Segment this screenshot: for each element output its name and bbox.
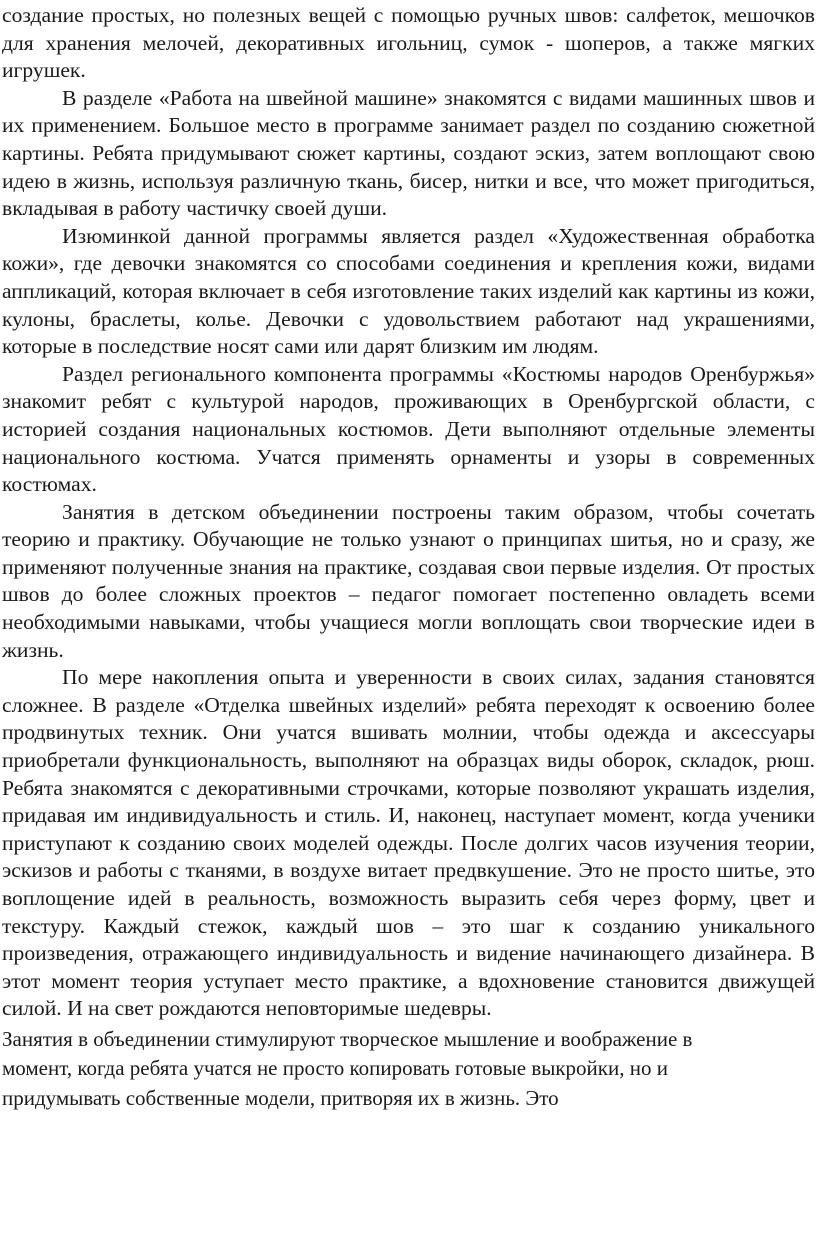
paragraph-continuation: создание простых, но полезных вещей с помощью ручных швов: салфеток, мешочков для хранения мелочей, декоративных игольниц, сумок - шоперов, а также мягких игрушек. — [2, 3, 815, 83]
paragraph-sewing-machine: В разделе «Работа на швейной машине» знакомятся с видами машинных швов и их применением. Большое место в программе занимает раздел по созданию сюжетной картины. Ребята придумывают сюжет картины, создают эскиз, затем воплощают свою идею в жизнь, используя различную ткань, бисер, нитки и все, что может пригодиться, вкладывая в работу частичку своей души. — [2, 85, 815, 221]
closing-line: придумывать собственные модели, притворяя их в жизнь. Это — [2, 1085, 559, 1110]
paragraph-theory-practice: Занятия в детском объединении построены таким образом, чтобы сочетать теорию и практику. Обучающие не только узнают о принципах шитья, но и сразу, же применяют полученные знания на практике, создавая свои первые изделия. От простых швов до более сложных проектов – педагог помогает постепенно овладеть всеми необходимыми навыками, чтобы учащиеся могли воплощать свои творческие идеи в жизнь. — [2, 499, 815, 662]
paragraph-regional-costumes: Раздел регионального компонента программы «Костюмы народов Оренбуржья» знакомит ребят с культурой народов, проживающих в Оренбургской области, с историей создания национальных костюмов. Дети выполняют отдельные элементы национального костюма. Учатся применять орнаменты и узоры в современных костюмах. — [2, 361, 815, 497]
paragraph-advanced-techniques: По мере накопления опыта и уверенности в своих силах, задания становятся сложнее. В разделе «Отделка швейных изделий» ребята переходят к освоению более продвинутых техник. Они учатся вшивать молнии, чтобы одежда и аксессуары приобретали функциональность, выполняют на образцах виды оборок, складок, рюш. Ребята знакомятся с декоративными строчками, которые позволяют украшать изделия, придавая им индивидуальность и стиль. И, наконец, наступает момент, когда ученики приступают к созданию своих моделей одежды. После долгих часов изучения теории, эскизов и работы с тканями, в воздухе витает предвкушение. Это не просто шитье, это воплощение идей в реальность, возможность выразить себя через форму, цвет и текстуру. Каждый стежок, каждый шов – это шаг к созданию уникального произведения, отражающего индивидуальность и видение начинающего дизайнера. В этот момент теория уступает место практике, а вдохновение становится движущей силой. И на свет рождаются неповторимые шедевры. — [2, 665, 815, 1021]
closing-line: Занятия в объединении стимулируют творческое мышление и воображение в — [2, 1026, 693, 1051]
paragraph-leather-art: Изюминкой данной программы является раздел «Художественная обработка кожи», где девочки знакомятся со способами соединения и крепления кожи, видами аппликаций, которая включает в себя изготовление таких изделий как картины из кожи, кулоны, браслеты, колье. Девочки с удовольствием работают над украшениями, которые в последствие носят сами или дарят близким им людям. — [2, 223, 815, 359]
closing-paragraph — [2, 1023, 815, 1114]
closing-line: момент, когда ребята учатся не просто копировать готовые выкройки, но и — [2, 1056, 668, 1081]
